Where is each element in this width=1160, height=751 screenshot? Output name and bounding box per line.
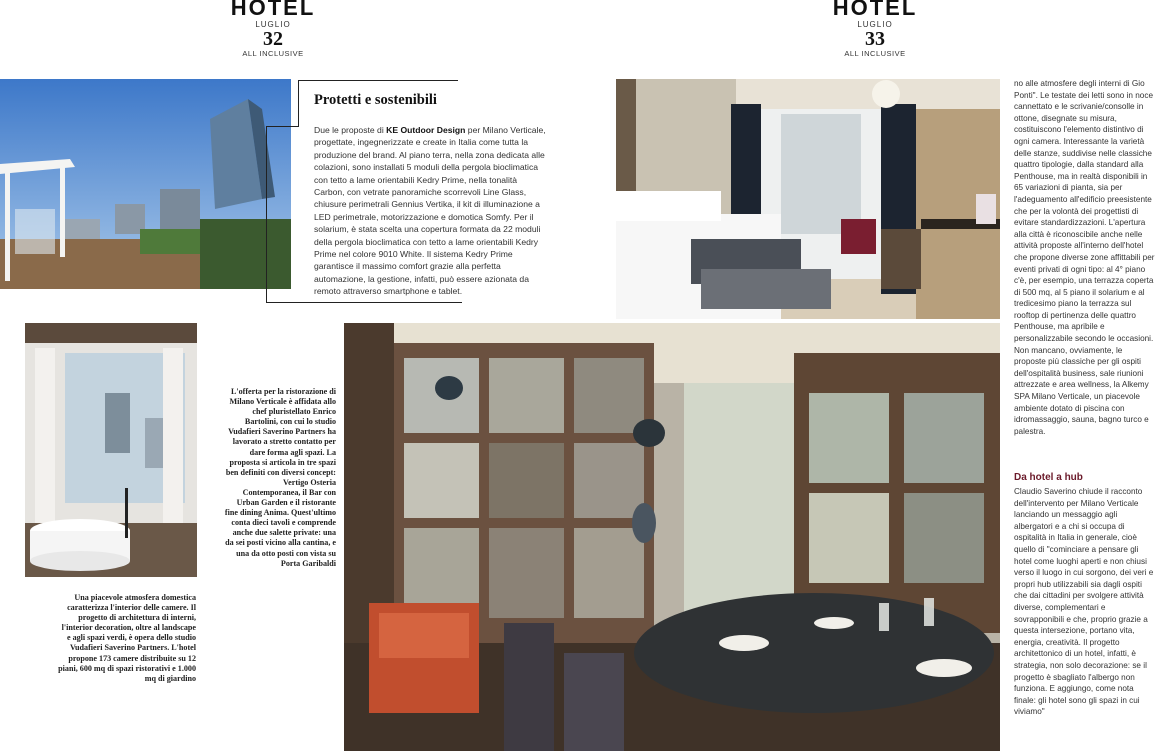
closing-text: Claudio Saverino chiude il racconto dell'intervento per Milano Verticale lanciando un messaggio agli albergatori e a chi si occupa di ospitalità in Italia in generale, cioè quello di "cominciare a pensare gli hotel come luoghi aperti e non chiusi verso il luogo in cui sorgono, dei veri e propri hub utilizzabili sia dagli ospiti che dai cittadini per svolgere attività diverse, complementari e sovrapponibili e che, proprio grazie a questa intersezione, portano vita, energia, creatività. Il progetto architettonico di un hotel, infatti, è strategia, non solo decorazione: se il progetto è sbagliato l'albergo non funziona. E aggiungo, come nota finale: gli hotel sono gli spazi in cui viviamo" bbox=[1014, 487, 1154, 717]
hotel-logo: HOTEL bbox=[230, 0, 316, 16]
hotel-bedroom-photo bbox=[616, 79, 1000, 319]
issue-month: LUGLIO bbox=[857, 20, 893, 29]
intro-body: per Milano Verticale, progettate, ingegnerizzate e create in Italia come tutta la produzione del brand. Al piano terra, nella zona dedicata alle colazioni, sono installati 5 moduli della pergola bioclimatica con tetto a lame orientabili Kedry Prime, nella tonalità Carbon, con vetrate panoramiche scorrevoli Line Glass, chiusure perimetrali Gennius Vertika, il kit di illuminazione a LED perimetrale, motorizzazione e domotica Somfy. Per il solarium, è stata scelta una copertura formata da 22 moduli della pergola bioclimatica con tetto a lame orientabili Kedry Prime nel colore 9010 White. Il sistema Kedry Prime garantisce il massimo comfort grazie alla perfetta automazione, la gestione, infatti, può essere azionata da remoto attraverso smartphone e tablet. bbox=[314, 125, 546, 297]
subheading: Da hotel a hub bbox=[1014, 472, 1083, 483]
article-intro bbox=[314, 124, 546, 298]
section-label: ALL INCLUSIVE bbox=[844, 49, 906, 58]
frame-rule-left-lower bbox=[266, 126, 267, 302]
issue-month: LUGLIO bbox=[255, 20, 291, 29]
hotel-logo: HOTEL bbox=[832, 0, 918, 16]
frame-rule-mid bbox=[266, 126, 299, 127]
frame-rule-bottom bbox=[266, 302, 462, 303]
frame-rule-top bbox=[298, 80, 458, 81]
caption-rooms: Una piacevole atmosfera domestica caratterizza l'interior delle camere. Il progetto di architettura di interni, l'interior decoration, oltre al landscape e agli spazi verdi, è opera dello studio Vudafieri Saverino Partners. L'hotel propone 173 camere distribuite su 12 piani, 600 mq di spazi ristorativi e 1.000 mq di giardino bbox=[58, 593, 196, 683]
left-masthead bbox=[213, 0, 333, 58]
frame-rule-left bbox=[298, 80, 299, 126]
article-heading: Protetti e sostenibili bbox=[314, 92, 437, 108]
caption-restaurant: L'offerta per la ristorazione di Milano Verticale è affidata allo chef pluristellato Enrico Bartolini, con cui lo studio Vudafieri Saverino Partners ha lavorato a stretto contatto per dare forma agli spazi. La proposta si articola in tre spazi ben definiti con diversi concept: Vertigo Osteria Contemporanea, il Bar con Urban Garden e il ristorante fine dining Anima. Quest'ultimo conta dieci tavoli e comprende anche due salette private: una da sei posti vicino alla cantina, e una da otto posti con vista su Porta Garibaldi bbox=[224, 387, 336, 568]
page-number: 32 bbox=[263, 28, 283, 50]
right-masthead bbox=[815, 0, 935, 58]
intro-brand: KE Outdoor Design bbox=[386, 125, 466, 135]
restaurant-interior-photo bbox=[344, 323, 1000, 751]
section-label: ALL INCLUSIVE bbox=[242, 49, 304, 58]
page-number: 33 bbox=[865, 28, 885, 50]
intro-prefix: Due le proposte di bbox=[314, 125, 387, 135]
bathroom-tub-photo bbox=[25, 323, 197, 577]
right-column-text: no alle atmosfere degli interni di Gio Ponti". Le testate dei letti sono in noce cannettato e le scrivanie/consolle in ottone, disegnate su misura, costituiscono l'elemento distintivo di ogni camera. Interessante la varietà delle stanze, suddivise nelle classiche quattro tipologie, dalla standard alla Penthouse, ma in realtà disponibili in 65 variazioni di pianta, sia per l'adeguamento all'edificio preesistente che per la volontà dei progettisti di evitare standardizzazioni. L'apertura alla città è riconoscibile anche nelle attività proposte all'interno dell'hotel che propone diverse zone affittabili per eventi privati di ogni tipo: al 4° piano c'è, per esempio, una terrazza coperta di 500 mq, al 5 piano il solarium e al tredicesimo piano la terrazza sul rooftop di pertinenza delle quattro Penthouse, ma apribile e personalizzabile secondo le occasioni. Non mancano, ovviamente, le proposte più classiche per gli ospiti dell'ospitalità business, sale riunioni attrezzate e area wellness, la Alkemy SPA Milano Verticale, un piacevole ambiente dotato di piscina con idromassaggio, sauna, bagno turco e palestra. bbox=[1014, 79, 1155, 436]
rooftop-pergola-photo bbox=[0, 79, 291, 289]
